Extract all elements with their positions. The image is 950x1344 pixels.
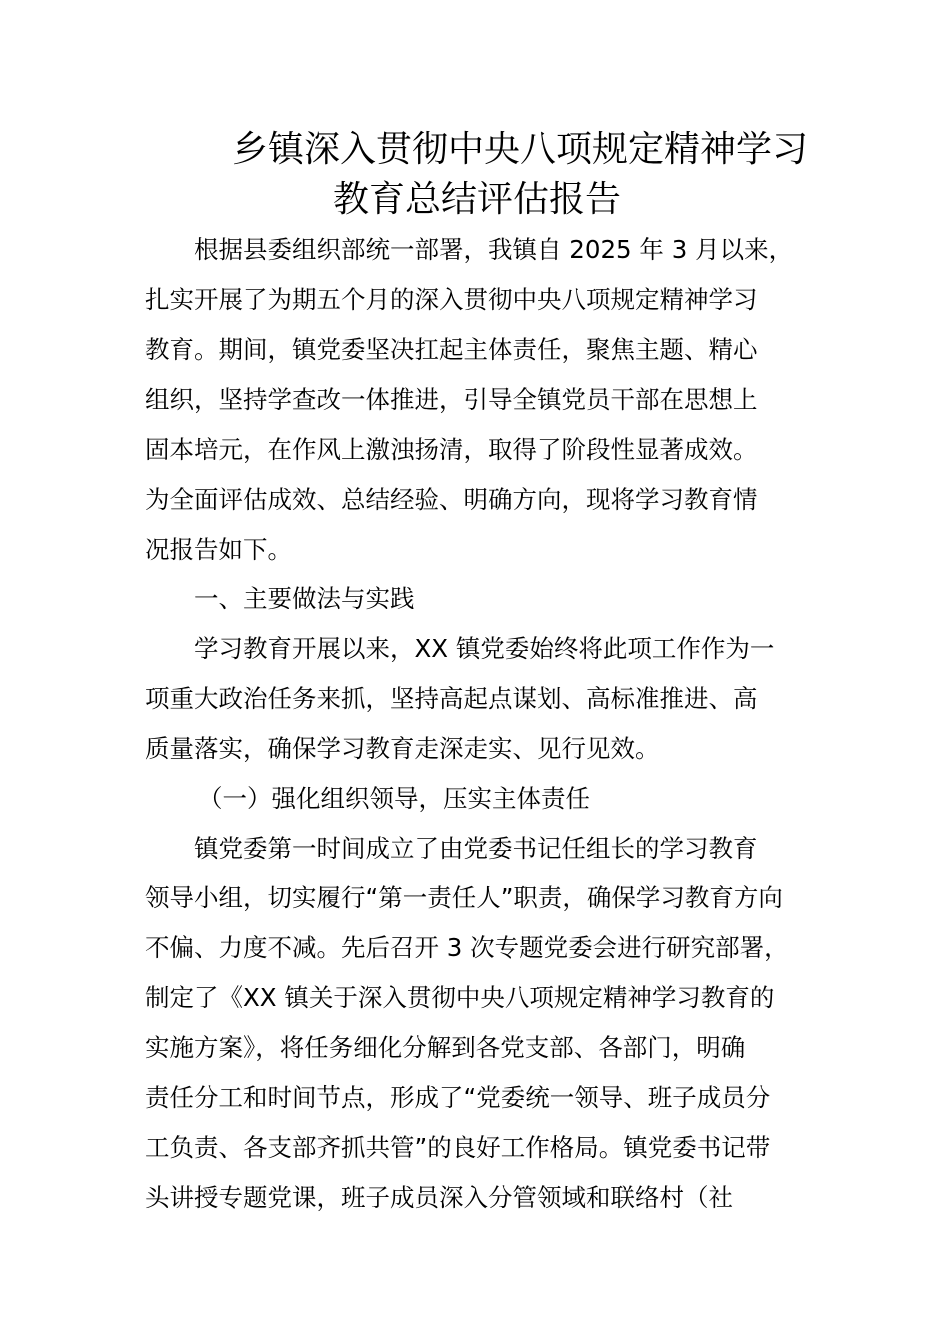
subsection-heading: （一）强化组织领导，压实主体责任 bbox=[198, 784, 590, 813]
section-heading: 一、主要做法与实践 bbox=[194, 584, 415, 613]
paragraph-line: 根据县委组织部统一部署，我镇自 2025 年 3 月以来， bbox=[194, 235, 794, 264]
paragraph-line: 不偏、力度不减。先后召开 3 次专题党委会进行研究部署， bbox=[145, 933, 789, 962]
paragraph-line: 组织，坚持学查改一体推进，引导全镇党员干部在思想上 bbox=[145, 385, 758, 414]
paragraph-line: 况报告如下。 bbox=[145, 535, 292, 564]
paragraph-line: 项重大政治任务来抓，坚持高起点谋划、高标准推进、高 bbox=[145, 684, 758, 713]
paragraph-line: 实施方案》，将任务细化分解到各党支部、各部门，明确 bbox=[145, 1033, 746, 1062]
paragraph-line: 领导小组，切实履行“第一责任人”职责，确保学习教育方向 bbox=[145, 883, 783, 912]
paragraph-line: 工负责、各支部齐抓共管”的良好工作格局。镇党委书记带 bbox=[145, 1133, 771, 1162]
paragraph-line: 责任分工和时间节点，形成了“党委统一领导、班子成员分 bbox=[145, 1083, 771, 1112]
document-title-line-2: 教育总结评估报告 bbox=[333, 179, 622, 220]
paragraph-line: 教育。期间，镇党委坚决扛起主体责任，聚焦主题、精心 bbox=[145, 335, 758, 364]
paragraph-line: 固本培元，在作风上激浊扬清，取得了阶段性显著成效。 bbox=[145, 435, 758, 464]
paragraph-line: 扎实开展了为期五个月的深入贯彻中央八项规定精神学习 bbox=[145, 285, 758, 314]
document-title-line-1: 乡镇深入贯彻中央八项规定精神学习 bbox=[232, 129, 809, 170]
paragraph-line: 头讲授专题党课，班子成员深入分管领域和联络村（社 bbox=[145, 1183, 733, 1212]
paragraph-line: 镇党委第一时间成立了由党委书记任组长的学习教育 bbox=[194, 834, 758, 863]
paragraph-line: 质量落实，确保学习教育走深走实、见行见效。 bbox=[145, 734, 660, 763]
paragraph-line: 学习教育开展以来，XX 镇党委始终将此项工作作为一 bbox=[194, 634, 775, 663]
paragraph-line: 制定了《XX 镇关于深入贯彻中央八项规定精神学习教育的 bbox=[145, 983, 775, 1012]
paragraph-line: 为全面评估成效、总结经验、明确方向，现将学习教育情 bbox=[145, 485, 758, 514]
